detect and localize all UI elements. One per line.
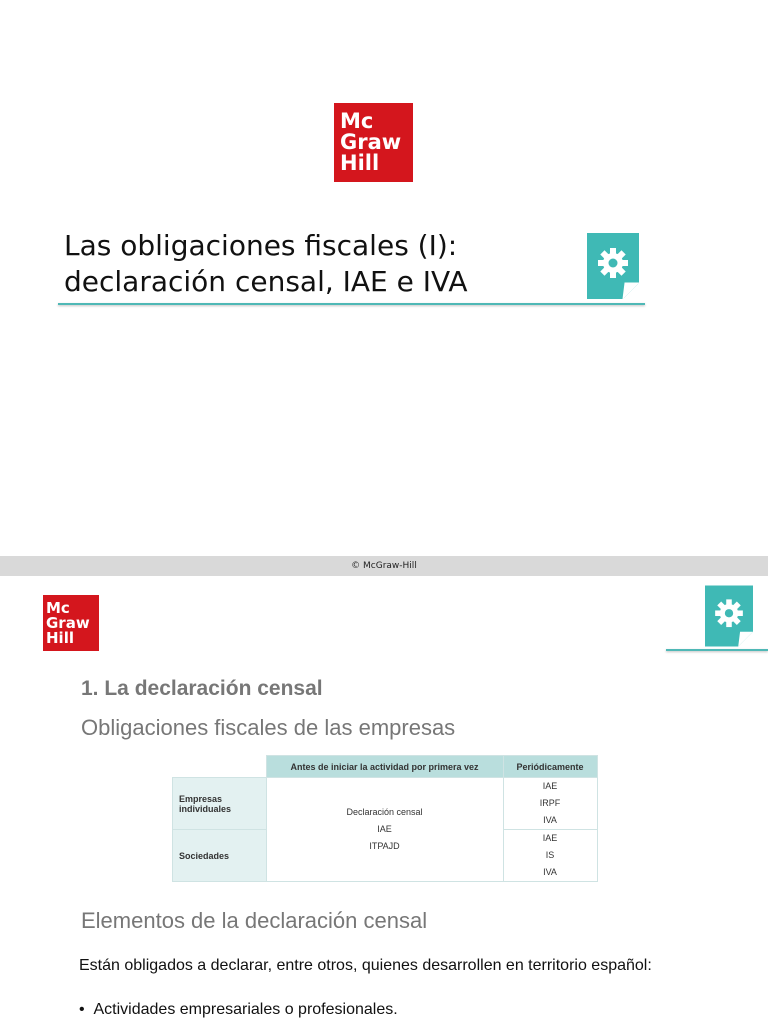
row-label-line-2: individuales <box>179 803 232 814</box>
obligations-table <box>172 755 598 882</box>
title-underline <box>58 303 645 305</box>
periodic-item: IAE <box>542 781 558 791</box>
gear-document-icon <box>705 585 753 647</box>
periodic-item: IAE <box>542 833 558 843</box>
slide-title-line-2: declaración censal, IAE e IVA <box>64 265 468 298</box>
table-row <box>173 778 598 830</box>
row-header-companies: Sociedades <box>173 830 267 882</box>
table-corner-cell <box>173 756 267 778</box>
gear-document-icon <box>587 233 639 299</box>
periodic-item: IS <box>545 850 555 860</box>
periodic-cell-companies <box>503 830 597 882</box>
before-start-item: ITPAJD <box>369 841 400 851</box>
logo-line-2: Graw <box>46 613 90 632</box>
periodic-item: IVA <box>543 867 557 877</box>
logo-line-1: Mc <box>340 109 374 133</box>
header-underline <box>666 649 768 651</box>
row-label-line-1: Empresas <box>179 793 223 804</box>
mcgraw-hill-logo-small <box>43 595 99 651</box>
bullet-text: Actividades empresariales o profesionales. <box>93 1001 398 1018</box>
slide-title <box>64 228 564 300</box>
bullet-item <box>79 1000 398 1019</box>
section-subheading-2: Elementos de la declaración censal <box>81 908 428 933</box>
section-subheading: Obligaciones fiscales de las empresas <box>81 715 456 740</box>
logo-line-1: Mc <box>46 598 70 617</box>
column-header-periodic: Periódicamente <box>503 756 597 778</box>
before-start-item: Declaración censal <box>346 807 423 817</box>
table-header-row <box>173 756 598 778</box>
periodic-item: IRPF <box>539 798 561 808</box>
copyright-text: © McGraw-Hill <box>351 561 417 571</box>
section-heading: 1. La declaración censal <box>81 677 323 700</box>
bullet-marker: • <box>79 1001 94 1018</box>
logo-line-3: Hill <box>340 151 380 175</box>
before-start-item: IAE <box>377 824 392 834</box>
mcgraw-hill-logo <box>334 103 413 182</box>
logo-line-3: Hill <box>46 628 74 647</box>
periodic-cell-individual <box>503 778 597 830</box>
column-header-before-start: Antes de iniciar la actividad por primera vez <box>266 756 503 778</box>
copyright-bar <box>0 556 768 576</box>
slide-title-line-1: Las obligaciones fiscales (I): <box>64 229 458 262</box>
row-header-individual <box>173 778 267 830</box>
body-paragraph: Están obligados a declarar, entre otros, quienes desarrollen en territorio español: <box>79 957 652 974</box>
logo-line-2: Graw <box>340 130 402 154</box>
periodic-item: IVA <box>543 815 557 825</box>
before-start-cell <box>266 778 503 882</box>
